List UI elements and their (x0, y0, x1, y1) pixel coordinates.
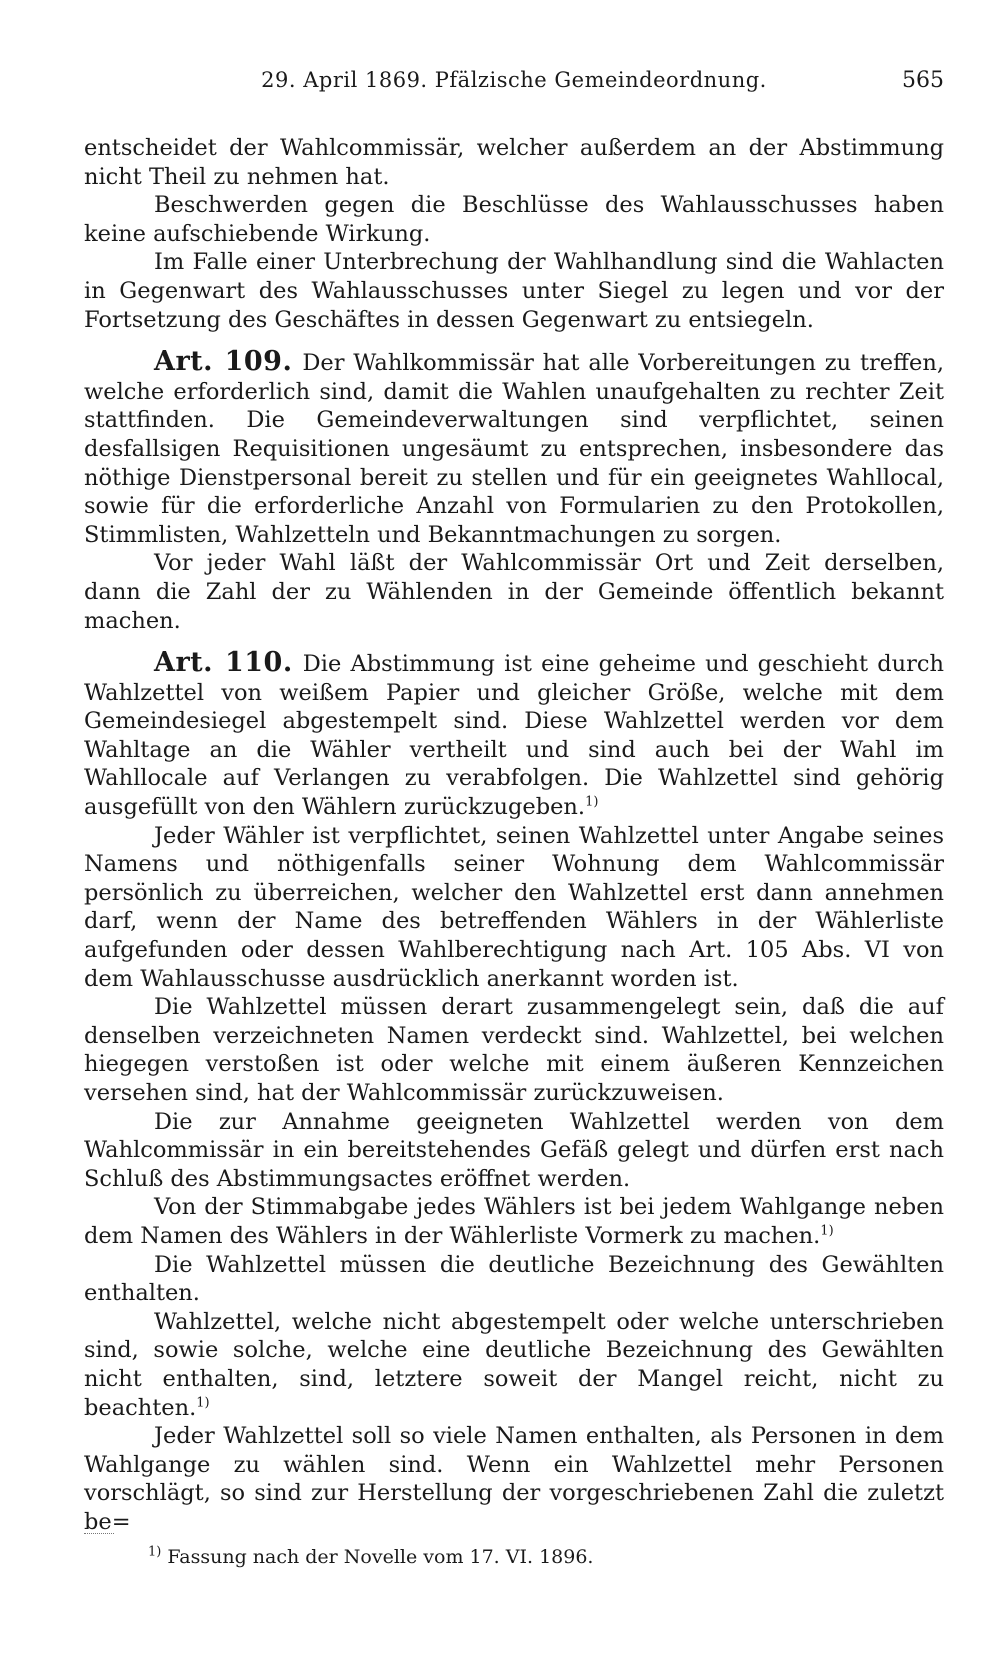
footnote-text: Fassung nach der Novelle vom 17. VI. 1896. (167, 1546, 594, 1568)
paragraph: Die zur Annahme geeigneten Wahlzettel werden von dem Wahlcommissär in ein bereitstehendes Gefäß gelegt und dürfen erst nach Schluß des Abstimmungsactes eröffnet werden. (84, 1108, 944, 1192)
paragraph (84, 1308, 944, 1422)
footnote-ref: 1) (820, 1223, 834, 1239)
body-text (84, 134, 944, 1537)
footnote-mark: 1) (148, 1544, 162, 1560)
paragraph: Beschwerden gegen die Beschlüsse des Wahlausschusses haben keine aufschiebende Wirkung. (84, 192, 944, 247)
article-110-label: Art. 110. (154, 647, 293, 679)
page-number: 565 (902, 68, 944, 93)
article-109-label: Art. 109. (154, 346, 293, 378)
paragraph: entscheidet der Wahlcommissär, welcher außerdem an der Abstimmung nicht Theil zu nehmen hat. (84, 135, 944, 190)
running-title: 29. April 1869. Pfälzische Gemeindeordnung. (261, 68, 767, 92)
paragraph: Die Wahlzettel müssen die deutliche Bezeichnung des Gewählten enthalten. (84, 1251, 944, 1307)
paragraph (84, 1193, 944, 1250)
paragraph-text: Wahlzettel, welche nicht abgestempelt oder welche unterschrieben sind, sowie solche, welche eine deutliche Bezeichnung des Gewählten nicht enthalten, sind, letztere soweit der Mangel reicht, nicht zu beachten. (84, 1308, 944, 1421)
running-head (84, 68, 944, 102)
paragraph: Im Falle einer Unterbrechung der Wahlhandlung sind die Wahlacten in Gegenwart des Wahlausschusses unter Siegel zu legen und vor der Fortsetzung des Geschäftes in dessen Gegenwart zu entsiegeln. (84, 249, 944, 333)
footnote-ref: 1) (585, 794, 599, 810)
footnote-divider (84, 1533, 114, 1534)
article-109 (84, 348, 944, 549)
footnote-ref: 1) (196, 1395, 210, 1411)
paragraph: Die Wahlzettel müssen derart zusammengelegt sein, daß die auf denselben verzeichneten Namen verdeckt sind. Wahlzettel, bei welchen hiegegen verstoßen ist oder welche mit einem äußeren Kennzeichen versehen sind, hat der Wahlcommissär zurückzuweisen. (84, 994, 944, 1106)
paragraph: Jeder Wähler ist verpflichtet, seinen Wahlzettel unter Angabe seines Namens und nöthigenfalls seiner Wohnung dem Wahlcommissär persönlich zu überreichen, welcher den Wahlzettel erst dann annehmen darf, wenn der Name des betreffenden Wählers in der Wählerliste aufgefunden oder dessen Wahlberechtigung nach Art. 105 Abs. VI von dem Wahlausschusse ausdrücklich anerkannt worden ist. (84, 822, 944, 992)
article-110-text: Die Abstimmung ist eine geheime und geschieht durch Wahlzettel von weißem Papier und gleicher Größe, welche mit dem Gemeindesiegel abgestempelt sind. Diese Wahlzettel werden vor dem Wahltage an die Wähler vertheilt und sind auch bei der Wahl im Wahllocale auf Verlangen zu verabfolgen. Die Wahlzettel sind gehörig ausgefüllt von den Wählern zurückzugeben. (84, 651, 944, 821)
article-109-text: Der Wahlkommissär hat alle Vorbereitungen zu treffen, welche erforderlich sind, damit die Wahlen unaufgehalten zu rechter Zeit stattfinden. Die Gemeindeverwaltungen sind verpflichtet, seinen desfallsigen Requisitionen ungesäumt zu entsprechen, insbesondere das nöthige Dienstpersonal bereit zu stellen und für ein geeignetes Wahllocal, sowie für die erforderliche Anzahl von Formularien zu den Protokollen, Stimmlisten, Wahlzetteln und Bekanntmachungen zu sorgen. (84, 350, 944, 548)
paragraph-text: Von der Stimmabgabe jedes Wählers ist bei jedem Wahlgange neben dem Namen des Wählers in der Wählerliste Vormerk zu machen. (84, 1194, 944, 1249)
paragraph: Vor jeder Wahl läßt der Wahlcommissär Ort und Zeit derselben, dann die Zahl der zu Wählenden in der Gemeinde öffentlich bekannt machen. (84, 550, 944, 634)
footnote (148, 1545, 593, 1569)
paragraph: Jeder Wahlzettel soll so viele Namen enthalten, als Personen in dem Wahlgange zu wählen sind. Wenn ein Wahlzettel mehr Personen vorschlägt, so sind zur Herstellung der vorgeschriebenen Zahl die zuletzt be= (84, 1423, 944, 1535)
article-110 (84, 649, 944, 822)
